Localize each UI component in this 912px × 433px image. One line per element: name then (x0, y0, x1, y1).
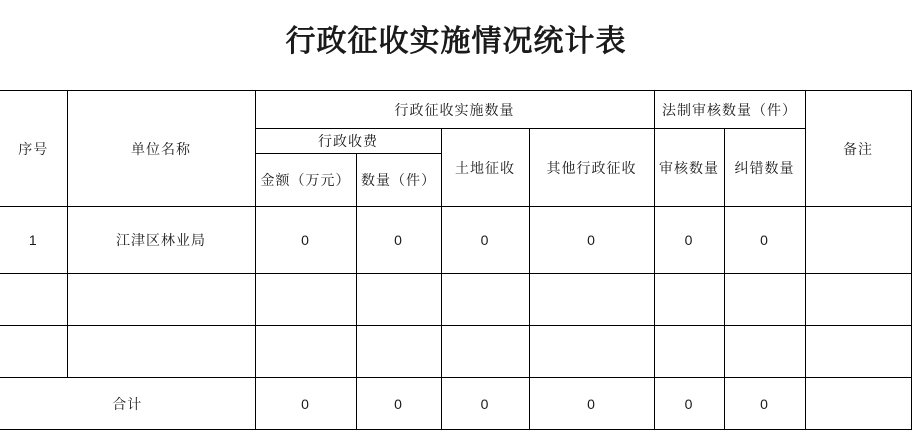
header-admin-fee: 行政收费 (255, 129, 441, 154)
row-review: 0 (654, 207, 724, 274)
row-unit-name (67, 326, 255, 378)
row-land: 0 (441, 207, 529, 274)
row-review (654, 326, 724, 378)
header-unit-name: 单位名称 (67, 91, 255, 207)
statistics-table (0, 90, 912, 430)
header-correction-count: 纠错数量 (724, 129, 805, 207)
total-fee-quantity: 0 (356, 378, 441, 430)
header-fee-quantity: 数量（件） (356, 154, 441, 207)
row-remarks (805, 207, 911, 274)
row-land (441, 326, 529, 378)
row-correction (724, 274, 805, 326)
row-seq: 1 (0, 207, 67, 274)
header-other: 其他行政征收 (529, 129, 654, 207)
total-correction: 0 (724, 378, 805, 430)
row-other (529, 326, 654, 378)
row-fee-quantity (356, 274, 441, 326)
page-title: 行政征收实施情况统计表 (285, 24, 627, 59)
total-row (0, 378, 911, 430)
row-fee-amount: 0 (255, 207, 356, 274)
total-label: 合计 (0, 378, 255, 430)
header-seq: 序号 (0, 91, 67, 207)
row-seq (0, 326, 67, 378)
row-remarks (805, 326, 911, 378)
row-fee-amount (255, 326, 356, 378)
row-review (654, 274, 724, 326)
row-fee-quantity: 0 (356, 207, 441, 274)
row-fee-amount (255, 274, 356, 326)
header-review-count: 审核数量 (654, 129, 724, 207)
row-fee-quantity (356, 326, 441, 378)
total-remarks (805, 378, 911, 430)
row-unit-name (67, 274, 255, 326)
header-remarks: 备注 (805, 91, 911, 207)
table-row (0, 326, 911, 378)
table-row (0, 207, 911, 274)
header-fee-amount: 金额（万元） (255, 154, 356, 207)
row-other (529, 274, 654, 326)
row-land (441, 274, 529, 326)
table-row (0, 274, 911, 326)
row-correction: 0 (724, 207, 805, 274)
header-review-group: 法制审核数量（件） (654, 91, 805, 129)
row-unit-name: 江津区林业局 (67, 207, 255, 274)
row-remarks (805, 274, 911, 326)
row-seq (0, 274, 67, 326)
row-other: 0 (529, 207, 654, 274)
total-fee-amount: 0 (255, 378, 356, 430)
total-other: 0 (529, 378, 654, 430)
total-review: 0 (654, 378, 724, 430)
header-impl-count: 行政征收实施数量 (255, 91, 654, 129)
header-land: 土地征收 (441, 129, 529, 207)
row-correction (724, 326, 805, 378)
total-land: 0 (441, 378, 529, 430)
